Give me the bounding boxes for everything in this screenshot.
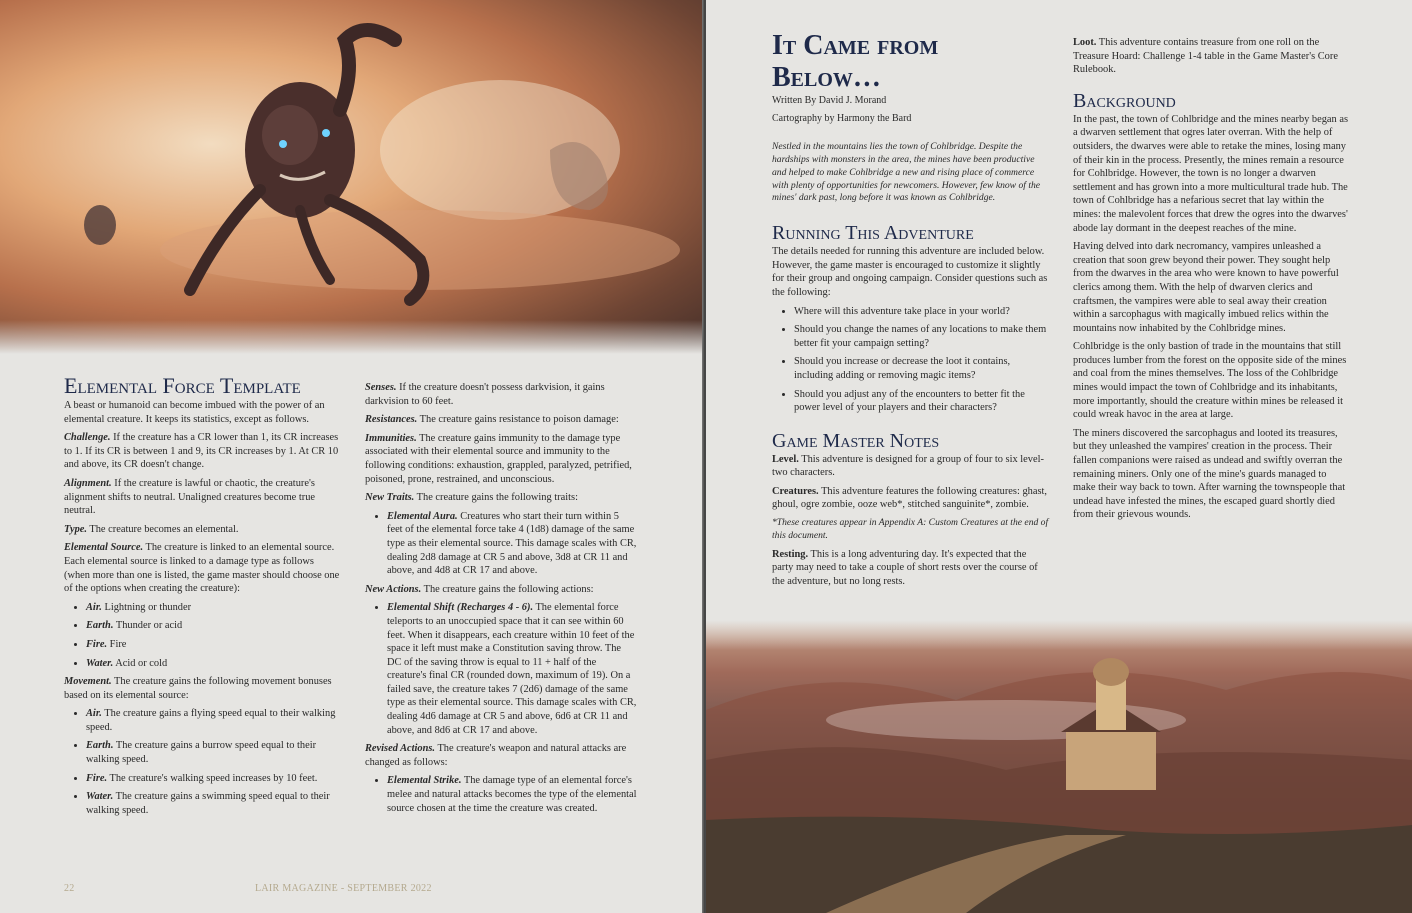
- template-title: Elemental Force Template: [64, 373, 301, 398]
- author-credit: Written By David J. Morand: [772, 95, 887, 106]
- challenge-rule: Challenge. If the creature has a CR lower than 1, its CR increases to 1. If its CR is between 1 and 9, its CR increases by 1. At CR 10 and above, its CR doesn't change.: [64, 432, 339, 471]
- immunities-rule: Immunities. The creature gains immunity to the damage type associated with their elemental source and immunity to the following conditions: exhaustion, grappled, paralyzed, petrified, poisoned, prone, restrained, and unconscious.: [365, 432, 632, 485]
- loot-note: Loot. This adventure contains treasure from one roll on the Treasure Hoard: Challenge 1-4 table in the Game Master's Core Rulebook.: [1073, 37, 1338, 76]
- revised-list: [365, 774, 637, 815]
- questions-list: [772, 305, 1050, 415]
- new-traits-rule: New Traits. The creature gains the following traits:: [365, 492, 578, 504]
- source-list: [64, 601, 340, 670]
- list-item: • Water. Acid or cold: [86, 657, 340, 671]
- list-item: • Should you increase or decrease the loot it contains, including adding or removing magic items?: [794, 355, 1050, 382]
- list-item: • Air. Lightning or thunder: [86, 601, 340, 615]
- template-column: [64, 373, 340, 822]
- list-item: • Should you adjust any of the encounters to better fit the power level of your players and their characters?: [794, 388, 1050, 415]
- creature-art-svg: [0, 0, 704, 360]
- template-column-2: [365, 381, 637, 820]
- list-item: • Earth. The creature gains a burrow speed equal to their walking speed.: [86, 739, 340, 766]
- type-rule: Type. The creature becomes an elemental.: [64, 523, 239, 535]
- list-item: • Elemental Aura. Creatures who start their turn within 5 feet of the elemental force take 4 (1d8) damage of the same type as their elemental source. This damage scales with CR, dealing 2d8 damage at CR 5 and above, 3d8 at CR 11 and above, and 4d8 at CR 17 and above.: [387, 510, 637, 578]
- adventure-intro: Nestled in the mountains lies the town of Cohlbridge. Despite the hardships with monsters in the area, the mines have been productive and helped to make Cohlbridge a new and rising place of commerce with plenty of opportunities for newcomers. However, few know of the mines' dark past, long before it was known as Cohlbridge.: [772, 141, 1041, 204]
- resting-note: Resting. This is a long adventuring day. It's expected that the party may need to take a couple of short rests over the course of the adventure, but no long rests.: [772, 548, 1038, 587]
- creatures-note: Creatures. This adventure features the following creatures: ghast, ghoul, ogre zombie, ooze web*, stitched sanguinite*, zombie.: [772, 485, 1047, 511]
- right-page: [706, 0, 1412, 913]
- list-item: • Where will this adventure take place in your world?: [794, 305, 1050, 319]
- left-page: [0, 0, 704, 913]
- background-para: Cohlbridge is the only bastion of trade in the mountains that still produces lumber from the forest on the opposite side of the mines and coal from the mines themselves. The loss of the Cohlbridge mines would impact the town of Cohlbridge and its inhabitants, more importantly, should the creature within mines be released it could wreak havoc in the area at large.: [1073, 341, 1347, 421]
- template-intro: A beast or humanoid can become imbued with the power of an elemental creature. It keeps its statistics, except as follows.: [64, 400, 325, 425]
- list-item: • Elemental Strike. The damage type of an elemental force's melee and natural attacks becomes the type of the elemental source chosen at the time the creature was created.: [387, 774, 637, 815]
- list-item: • Elemental Shift (Recharges 4 - 6). The elemental force teleports to an unoccupied space that it can see within 60 feet. When it disappears, each creature within 10 feet of the space it left must make a Constitution saving throw. The DC of the saving throw is equal to 11 + half of the creature's final CR (rounded down, maximum of 19). On a failed save, the creature takes 7 (2d6) damage of the same type as their elemental source. This damage scales with CR, dealing 4d6 damage at CR 5 and above, 6d6 at CR 11 and above, and 8d6 at CR 17 and above.: [387, 601, 637, 737]
- traits-list: [365, 510, 637, 578]
- page-number: 22: [64, 883, 75, 894]
- resistances-rule: Resistances. The creature gains resistance to poison damage:: [365, 414, 619, 426]
- level-note: Level. This adventure is designed for a group of four to six level-two characters.: [772, 453, 1044, 479]
- senses-rule: Senses. If the creature doesn't possess darkvision, it gains darkvision to 60 feet.: [365, 382, 605, 407]
- adventure-column-2: [1073, 36, 1351, 527]
- background-para: The miners discovered the sarcophagus and looted its treasures, but they unleashed the vampires' creation in the process. Their fallen companions were raised as undead and swiftly overran the remaining miners. Only one of the mine's guards managed to make their way back to town. After warning the townspeople that undead have infested the mines, the escaped guard shortly died from their grievous wounds.: [1073, 427, 1346, 521]
- adventure-column-1: [772, 30, 1050, 593]
- list-item: • Fire. Fire: [86, 638, 340, 652]
- creatures-footnote: *These creatures appear in Appendix A: Custom Creatures at the end of this document.: [772, 517, 1049, 541]
- cartography-credit: Cartography by Harmony the Bard: [772, 112, 912, 124]
- list-item: • Water. The creature gains a swimming speed equal to their walking speed.: [86, 790, 340, 817]
- alignment-rule: Alignment. If the creature is lawful or chaotic, the creature's alignment shifts to neutral. Unaligned creatures become true neutral.: [64, 477, 316, 517]
- gm-notes-title: Game Master Notes: [772, 429, 940, 452]
- town-illustration: [706, 620, 1412, 913]
- elemental-source-rule: Elemental Source. The creature is linked to an elemental source. Each elemental source is linked to a damage type as follows (when more than one is listed, the game master should choose one of the options when creating the creature):: [64, 542, 340, 595]
- background-title: Background: [1073, 89, 1176, 112]
- elemental-creature-illustration: [0, 0, 704, 360]
- list-item: • Should you change the names of any locations to make them better fit your campaign setting?: [794, 323, 1050, 350]
- list-item: • Earth. Thunder or acid: [86, 619, 340, 633]
- running-title: Running This Adventure: [772, 222, 974, 245]
- revised-actions-rule: Revised Actions. The creature's weapon and natural attacks are changed as follows:: [365, 743, 627, 768]
- background-para: In the past, the town of Cohlbridge and the mines nearby began as a dwarven settlement that ogres later overran. With the help of outsiders, the dwarves were able to retake the mines, losing many of their kin in the process. Presently, the mines remain a resource for Cohlbridge. However, the town is no longer a dwarven settlement and has grown into a more multicultural trade hub. The town of Cohlbridge has a nefarious secret that lay within the mines: the malevolent forces that drew the ogres into the dwarves' abode lay dormant in the deepest reaches of the mine.: [1073, 113, 1348, 234]
- movement-list: [64, 707, 340, 817]
- new-actions-rule: New Actions. The creature gains the following actions:: [365, 583, 594, 595]
- magazine-footer: LAIR MAGAZINE - SEPTEMBER 2022: [255, 883, 432, 894]
- adventure-title: It Came from Below…: [772, 30, 939, 93]
- background-para: Having delved into dark necromancy, vampires unleashed a creation that soon grew beyond their power. They sought help from the dwarves in the area who were known to have powerful clerics among them. With the help of dwarven clerics and craftsmen, the vampires were able to seal away their creation within a sarcophagus with magically imbued relics within the mountains now inhabited by the Cohlbridge mines.: [1073, 241, 1339, 334]
- actions-list: [365, 601, 637, 737]
- movement-rule: Movement. The creature gains the following movement bonuses based on its elemental source:: [64, 676, 332, 701]
- list-item: • Air. The creature gains a flying speed equal to their walking speed.: [86, 707, 340, 734]
- town-art-svg: [706, 620, 1412, 913]
- list-item: • Fire. The creature's walking speed increases by 10 feet.: [86, 772, 340, 786]
- running-text: The details needed for running this adventure are included below. However, the game master is encouraged to customize it slightly for their group and ongoing campaign. Consider questions such as the following:: [772, 246, 1048, 298]
